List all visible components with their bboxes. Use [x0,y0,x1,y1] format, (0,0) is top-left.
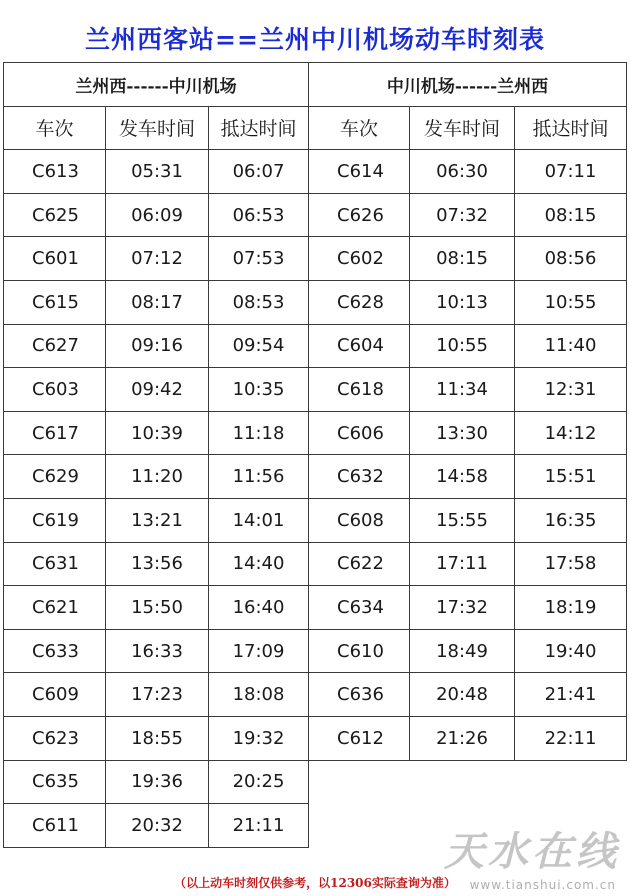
inbound-depart-cell: 13:30 [410,411,515,455]
inbound-depart-cell: 08:15 [410,237,515,281]
outbound-header-train: 车次 [4,106,106,150]
outbound-arrive-cell: 17:09 [209,629,309,673]
inbound-depart-cell: 17:11 [410,542,515,586]
outbound-arrive-cell: 11:56 [209,455,309,499]
inbound-arrive-cell: 19:40 [515,629,627,673]
inbound-arrive-cell: 11:40 [515,324,627,368]
outbound-depart-cell: 16:33 [106,629,209,673]
outbound-arrive-cell: 16:40 [209,586,309,630]
outbound-arrive-cell: 08:53 [209,280,309,324]
page-title: 兰州西客站==兰州中川机场动车时刻表 [85,25,545,54]
outbound-depart-cell: 19:36 [106,760,209,804]
inbound-arrive-cell: 16:35 [515,498,627,542]
inbound-header-arrive: 抵达时间 [515,106,627,150]
inbound-train-cell: C618 [309,368,410,412]
outbound-depart-cell: 17:23 [106,673,209,717]
outbound-depart-cell: 06:09 [106,193,209,237]
table-row [4,193,627,237]
outbound-depart-cell: 05:31 [106,150,209,194]
inbound-arrive-cell: 17:58 [515,542,627,586]
inbound-depart-cell: 17:32 [410,586,515,630]
table-row [4,629,627,673]
table-row [4,716,627,760]
outbound-depart-cell: 08:17 [106,280,209,324]
inbound-arrive-cell: 18:19 [515,586,627,630]
outbound-train-cell: C617 [4,411,106,455]
watermark-logo [444,820,620,877]
table-row [4,324,627,368]
inbound-depart-cell: 14:58 [410,455,515,499]
watermark-logo-text: 天水在线 [444,828,620,875]
outbound-arrive-cell: 21:11 [209,804,309,848]
direction-row [4,63,627,107]
outbound-arrive-cell: 11:18 [209,411,309,455]
table-row [4,411,627,455]
inbound-train-cell: C612 [309,716,410,760]
inbound-arrive-cell: 12:31 [515,368,627,412]
watermark-url: www.tianshui.com.cn [469,878,616,892]
header-row [4,106,627,150]
inbound-train-cell: C632 [309,455,410,499]
outbound-depart-cell: 13:56 [106,542,209,586]
outbound-arrive-cell: 06:07 [209,150,309,194]
outbound-train-cell: C619 [4,498,106,542]
outbound-train-cell: C629 [4,455,106,499]
inbound-train-cell: C602 [309,237,410,281]
outbound-depart-cell: 18:55 [106,716,209,760]
table-row [4,150,627,194]
inbound-depart-cell: 20:48 [410,673,515,717]
inbound-train-cell: C614 [309,150,410,194]
inbound-train-cell: C606 [309,411,410,455]
inbound-depart-cell: 15:55 [410,498,515,542]
table-row [4,542,627,586]
outbound-train-cell: C613 [4,150,106,194]
inbound-depart-cell: 07:32 [410,193,515,237]
outbound-train-cell: C601 [4,237,106,281]
outbound-train-cell: C611 [4,804,106,848]
outbound-arrive-cell: 14:40 [209,542,309,586]
inbound-train-cell: C636 [309,673,410,717]
timetable [3,62,627,848]
inbound-header-train: 车次 [309,106,410,150]
outbound-direction: 兰州西------中川机场 [4,63,309,107]
outbound-train-cell: C603 [4,368,106,412]
outbound-train-cell: C625 [4,193,106,237]
table-row [4,673,627,717]
outbound-header-depart: 发车时间 [106,106,209,150]
outbound-depart-cell: 11:20 [106,455,209,499]
inbound-depart-cell: 21:26 [410,716,515,760]
inbound-arrive-cell: 14:12 [515,411,627,455]
inbound-train-cell: C610 [309,629,410,673]
table-row [4,586,627,630]
table-row [4,368,627,412]
inbound-depart-cell: 10:55 [410,324,515,368]
inbound-arrive-cell: 21:41 [515,673,627,717]
outbound-depart-cell: 07:12 [106,237,209,281]
outbound-depart-cell: 20:32 [106,804,209,848]
inbound-direction: 中川机场------兰州西 [309,63,627,107]
outbound-arrive-cell: 10:35 [209,368,309,412]
outbound-train-cell: C609 [4,673,106,717]
table-row [4,237,627,281]
outbound-train-cell: C633 [4,629,106,673]
inbound-train-cell: C622 [309,542,410,586]
table-row [4,280,627,324]
outbound-train-cell: C621 [4,586,106,630]
footnote: （以上动车时刻仅供参考，以12306实际查询为准） [174,876,456,890]
inbound-arrive-cell: 22:11 [515,716,627,760]
outbound-depart-cell: 13:21 [106,498,209,542]
inbound-train-cell: C628 [309,280,410,324]
outbound-depart-cell: 09:42 [106,368,209,412]
table-row [4,455,627,499]
outbound-train-cell: C623 [4,716,106,760]
inbound-train-cell: C626 [309,193,410,237]
outbound-arrive-cell: 18:08 [209,673,309,717]
outbound-train-cell: C631 [4,542,106,586]
inbound-arrive-cell: 07:11 [515,150,627,194]
inbound-depart-cell: 11:34 [410,368,515,412]
outbound-depart-cell: 10:39 [106,411,209,455]
table-row [4,498,627,542]
outbound-train-cell: C635 [4,760,106,804]
outbound-arrive-cell: 07:53 [209,237,309,281]
inbound-depart-cell: 10:13 [410,280,515,324]
inbound-arrive-cell: 08:15 [515,193,627,237]
outbound-arrive-cell: 20:25 [209,760,309,804]
outbound-arrive-cell: 14:01 [209,498,309,542]
outbound-arrive-cell: 09:54 [209,324,309,368]
inbound-arrive-cell: 15:51 [515,455,627,499]
inbound-train-cell: C604 [309,324,410,368]
outbound-arrive-cell: 06:53 [209,193,309,237]
outbound-depart-cell: 09:16 [106,324,209,368]
inbound-arrive-cell: 08:56 [515,237,627,281]
inbound-header-depart: 发车时间 [410,106,515,150]
inbound-train-cell: C634 [309,586,410,630]
outbound-train-cell: C627 [4,324,106,368]
inbound-depart-cell: 18:49 [410,629,515,673]
table-row [4,760,627,804]
outbound-depart-cell: 15:50 [106,586,209,630]
outbound-header-arrive: 抵达时间 [209,106,309,150]
outbound-train-cell: C615 [4,280,106,324]
inbound-depart-cell: 06:30 [410,150,515,194]
outbound-arrive-cell: 19:32 [209,716,309,760]
inbound-arrive-cell: 10:55 [515,280,627,324]
inbound-train-cell: C608 [309,498,410,542]
